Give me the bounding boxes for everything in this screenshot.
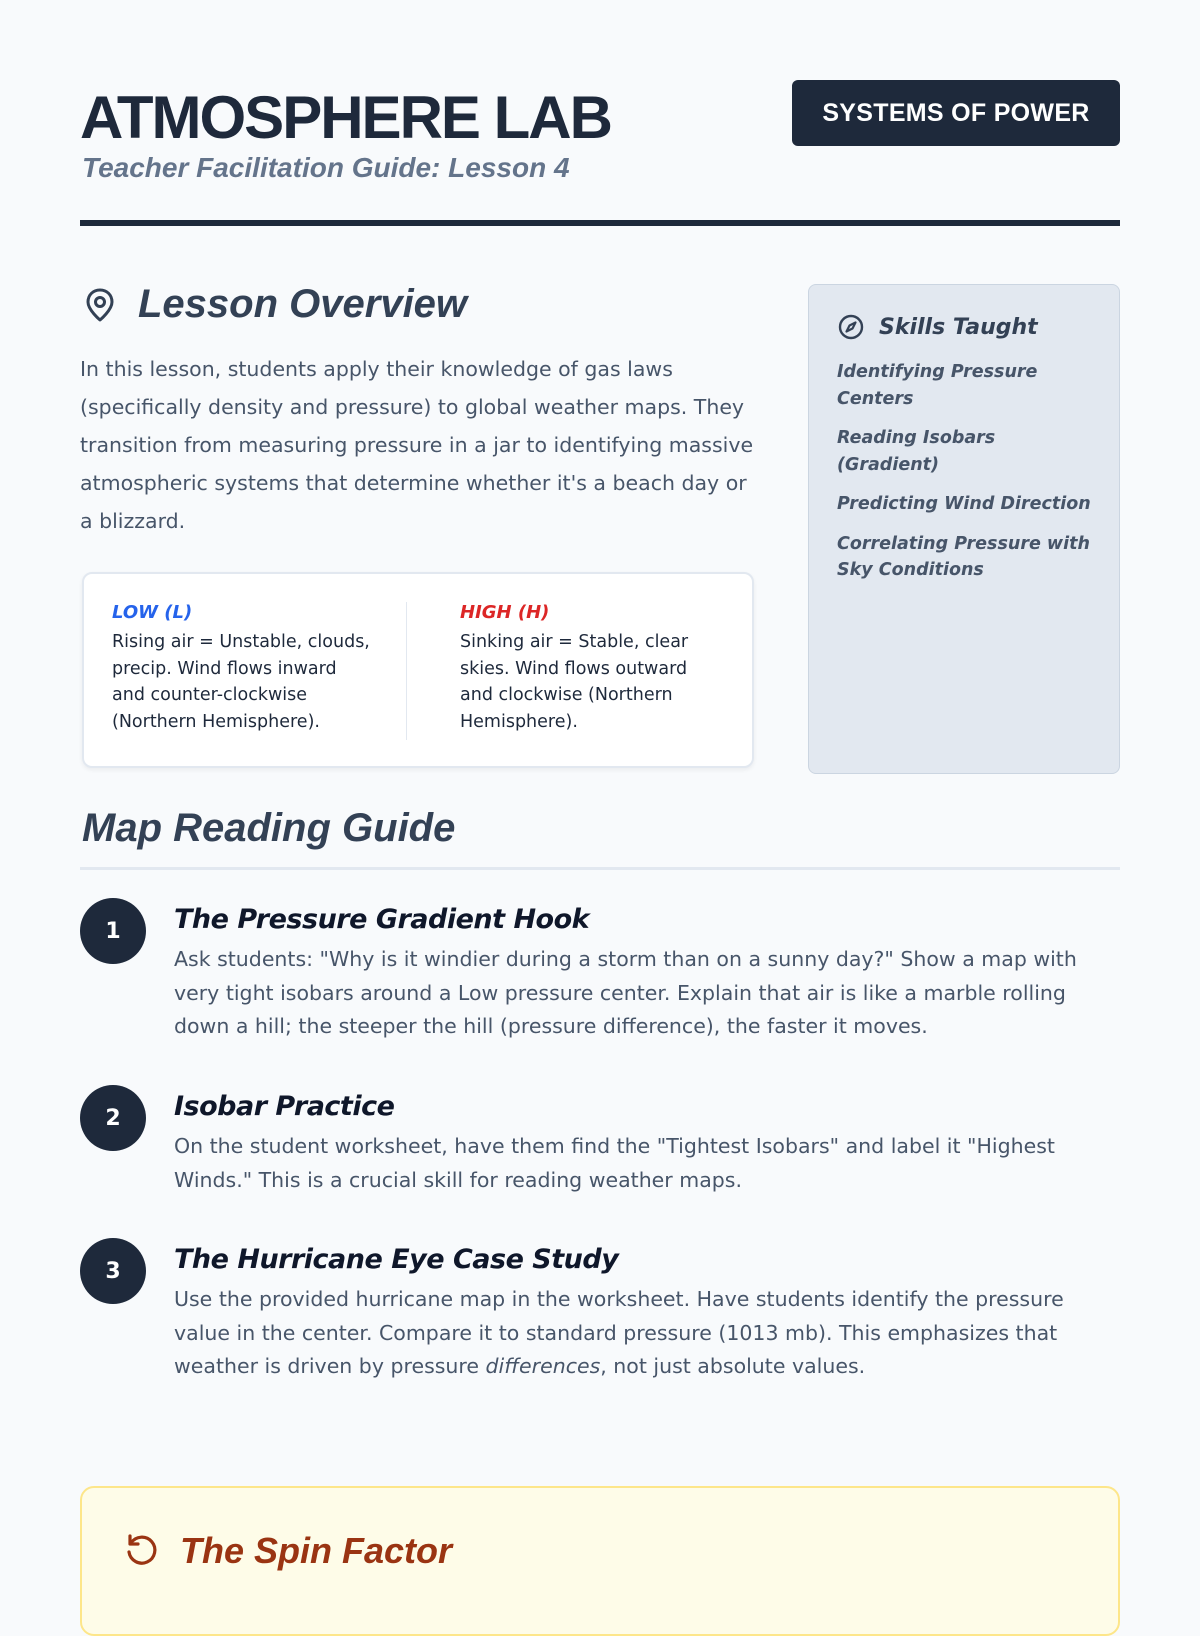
map-reading-guide-heading [80, 786, 1120, 870]
spin-factor-title: The Spin Factor [180, 1530, 453, 1571]
rotate-ccw-icon [122, 1531, 162, 1571]
lesson-overview-title: Lesson Overview [138, 282, 468, 326]
step-body: Ask students: "Why is it windier during a storm than on a sunny day?" Show a map with very tight isobars around a Low pressure center. Explain that air is like a marble rolling down a hill; the steeper the hill (pressure difference), the faster it moves. [174, 947, 1077, 1038]
step-title: The Pressure Gradient Hook [174, 904, 590, 935]
high-pressure-column [460, 602, 722, 735]
lesson-overview-text: In this lesson, students apply their knowledge of gas laws (specifically density and pressure) to global weather maps. They transition from measuring pressure in a jar to identifying massive atmospheric systems that determine whether it's a beach day or a blizzard. [80, 357, 754, 533]
low-pressure-label: LOW (L) [112, 602, 193, 623]
step-title: The Hurricane Eye Case Study [174, 1244, 619, 1275]
series-badge: SYSTEMS OF POWER [792, 80, 1120, 146]
pressure-divider [406, 602, 407, 740]
step-number-badge: 2 [80, 1085, 146, 1151]
step-body-text: Use the provided hurricane map in the worksheet. Have students identify the pressure value in the center. Compare it to standard pressure (1013 mb). This emphasizes that weather is driven by pressure [174, 1287, 1064, 1378]
map-reading-guide-title: Map Reading Guide [82, 806, 456, 850]
map-reading-guide-section [80, 786, 1120, 1378]
skill-item: Reading Isobars (Gradient) [837, 428, 996, 475]
compass-icon [837, 313, 865, 341]
step-content [174, 904, 1120, 1044]
step-body-emphasis: differences [485, 1354, 601, 1378]
low-pressure-text: Rising air = Unstable, clouds, precip. Wind flows inward and counter-clockwise (Northern Hemisphere). [112, 632, 370, 732]
step-number-badge: 3 [80, 1238, 146, 1304]
skills-list [837, 359, 1091, 584]
page-title: ATMOSPHERE LAB [80, 84, 611, 151]
step-body: On the student worksheet, have them find the "Tightest Isobars" and label it "Highest Winds." This is a crucial skill for reading weather maps. [174, 1134, 1055, 1192]
high-pressure-text: Sinking air = Stable, clear skies. Wind flows outward and clockwise (Northern Hemisphere). [460, 632, 689, 732]
step-content [174, 1244, 1120, 1384]
step-title: Isobar Practice [174, 1091, 395, 1122]
skill-item: Correlating Pressure with Sky Conditions [837, 533, 1090, 580]
spin-factor-callout [80, 1486, 1120, 1636]
step-body [174, 1283, 1120, 1384]
lesson-overview-heading [80, 282, 467, 327]
lesson-overview-section [80, 226, 1120, 786]
pressure-systems-card [82, 572, 754, 768]
page-header [80, 80, 1120, 226]
step-number-badge: 1 [80, 898, 146, 964]
skill-item: Identifying Pressure Centers [837, 362, 1038, 409]
skill-item: Predicting Wind Direction [837, 494, 1091, 514]
spin-factor-heading [122, 1530, 452, 1572]
low-pressure-column [112, 602, 374, 735]
step-body-text: , not just absolute values. [600, 1354, 866, 1378]
page-subtitle: Teacher Facilitation Guide: Lesson 4 [82, 152, 570, 183]
skills-taught-title: Skills Taught [879, 314, 1038, 340]
skills-taught-panel [808, 284, 1120, 774]
skills-taught-header [837, 313, 1091, 341]
step-content [174, 1091, 1120, 1197]
map-pin-icon [80, 285, 120, 325]
high-pressure-label: HIGH (H) [460, 602, 550, 623]
